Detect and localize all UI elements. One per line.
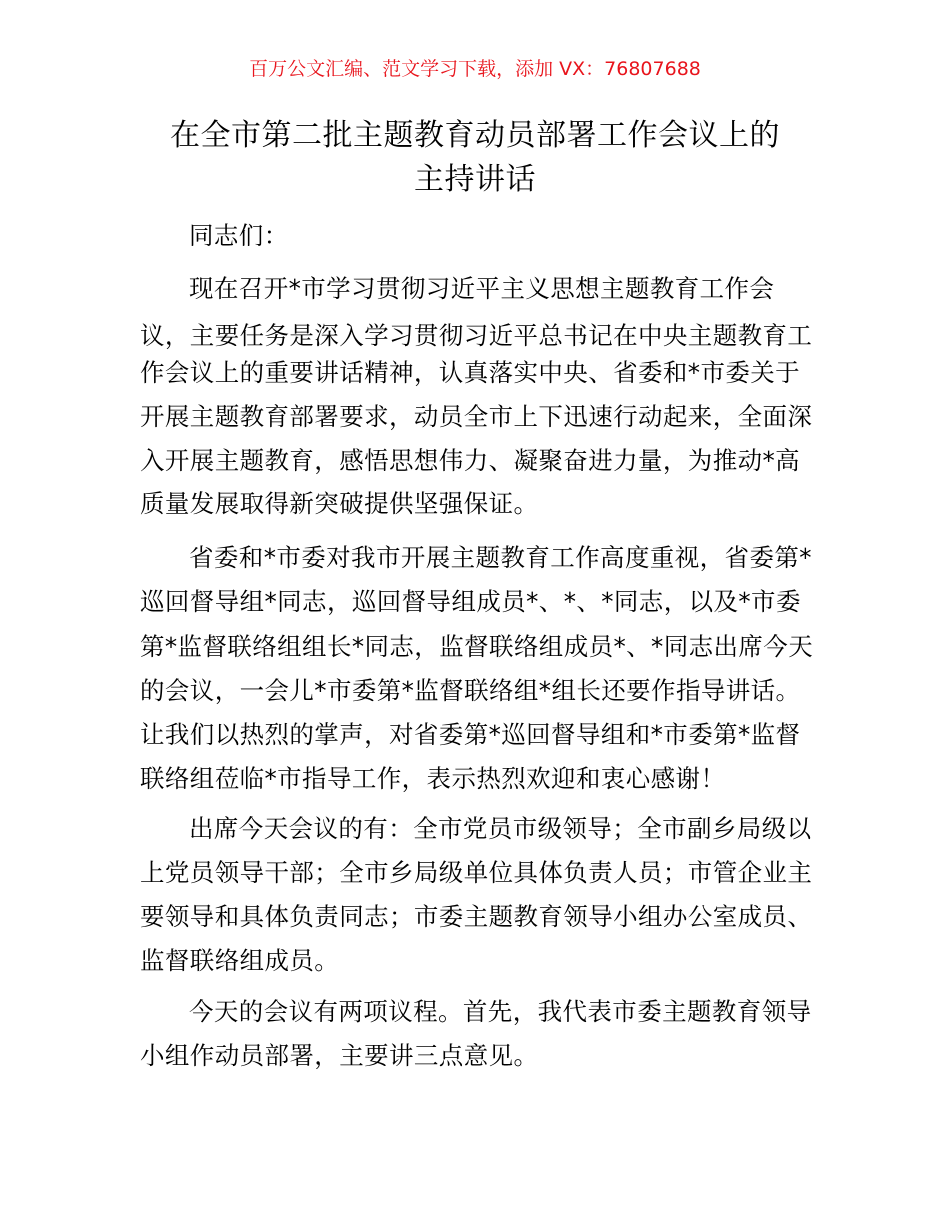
watermark-banner: 百万公文汇编、范文学习下载，添加 VX：76807688 (249, 58, 701, 80)
paragraph-line: 监督联络组成员。 (140, 946, 340, 975)
paragraph-line: 小组作动员部署，主要讲三点意见。 (140, 1041, 539, 1070)
paragraph-line: 联络组莅临*市指导工作，表示热烈欢迎和衷心感谢！ (140, 764, 726, 793)
paragraph-line: 要领导和具体负责同志；市委主题教育领导小组办公室成员、 (140, 902, 813, 931)
salutation: 同志们： (189, 221, 289, 250)
paragraph-line: 巡回督导组*同志，巡回督导组成员*、*、*同志，以及*市委 (140, 587, 801, 616)
paragraph-line: 的会议，一会儿*市委第*监督联络组*组长还要作指导讲话。 (140, 676, 801, 705)
paragraph-line: 质量发展取得新突破提供坚强保证。 (140, 489, 539, 518)
paragraph-line: 今天的会议有两项议程。首先，我代表市委主题教育领导 (189, 997, 812, 1026)
document-title-line-2: 主持讲话 (414, 162, 536, 197)
paragraph-line: 开展主题教育部署要求，动员全市上下迅速行动起来，全面深 (140, 402, 813, 431)
paragraph-line: 现在召开*市学习贯彻习近平主义思想主题教育工作会 (189, 274, 775, 303)
paragraph-line: 议，主要任务是深入学习贯彻习近平总书记在中央主题教育工 (140, 321, 813, 350)
paragraph-line: 让我们以热烈的掌声，对省委第*巡回督导组和*市委第*监督 (140, 720, 801, 749)
paragraph-line: 入开展主题教育，感悟思想伟力、凝聚奋进力量，为推动*高 (140, 446, 801, 475)
paragraph-line: 出席今天会议的有：全市党员市级领导；全市副乡局级以 (189, 814, 812, 843)
paragraph-line: 作会议上的重要讲话精神，认真落实中央、省委和*市委关于 (140, 358, 801, 387)
document-title-line-1: 在全市第二批主题教育动员部署工作会议上的 (170, 118, 780, 153)
paragraph-line: 第*监督联络组组长*同志，监督联络组成员*、*同志出席今天 (140, 632, 814, 661)
paragraph-line: 省委和*市委对我市开展主题教育工作高度重视，省委第* (189, 543, 812, 572)
paragraph-line: 上党员领导干部；全市乡局级单位具体负责人员；市管企业主 (140, 858, 813, 887)
